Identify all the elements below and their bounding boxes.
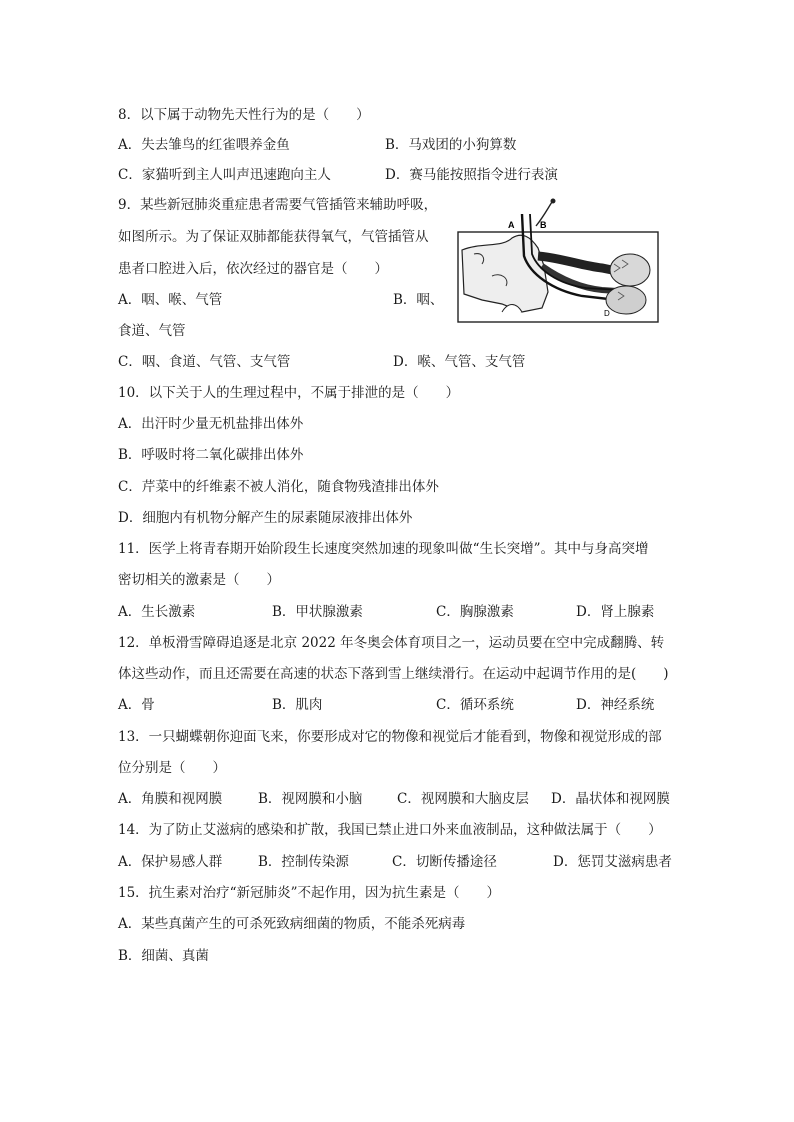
question-8-stem: 8．以下属于动物先天性行为的是（ ）	[118, 107, 370, 123]
question-12-option-a: A．骨	[118, 697, 155, 713]
question-9-option-d: D．喉、气管、支气管	[393, 354, 526, 370]
question-8-option-d: D．赛马能按照指令进行表演	[385, 167, 558, 183]
question-11-option-a: A．生长激素	[118, 604, 196, 620]
pilot-balloon	[551, 199, 556, 204]
figure-label-b: B	[540, 220, 547, 230]
question-14-option-d: D．惩罚艾滋病患者	[553, 854, 672, 870]
question-11-option-d: D．肾上腺素	[576, 604, 655, 620]
question-12-stem-line-2: 体这些动作，而且还需要在高速的状态下落到雪上继续滑行。在运动中起调节作用的是( )	[118, 666, 669, 682]
question-14-option-b: B．控制传染源	[258, 854, 349, 870]
lung-upper	[610, 254, 650, 286]
question-12-option-b: B．肌肉	[272, 697, 323, 713]
question-15-option-a: A．某些真菌产生的可杀死致病细菌的物质，不能杀死病毒	[118, 916, 466, 932]
question-9-option-c: C．咽、食道、气管、支气管	[118, 354, 291, 370]
question-13-option-b: B．视网膜和小脑	[258, 791, 363, 807]
question-9-stem-line-2: 如图所示。为了保证双肺都能获得氧气，气管插管从	[118, 229, 429, 245]
question-13-option-d: D．晶状体和视网膜	[551, 791, 670, 807]
question-8-option-b: B．马戏团的小狗算数	[385, 137, 517, 153]
question-13-stem-line-1: 13．一只蝴蝶朝你迎面飞来，你要形成对它的物像和视觉后才能看到，物像和视觉形成的部	[118, 729, 662, 745]
question-11-stem-line-1: 11．医学上将青春期开始阶段生长速度突然加速的现象叫做“生长突增”。其中与身高突增	[118, 541, 649, 557]
question-9-stem-line-3: 患者口腔进入后，依次经过的器官是（ ）	[118, 261, 388, 277]
question-9-option-b-continued: 食道、气管	[118, 323, 186, 339]
question-9-stem-line-1: 9．某些新冠肺炎重症患者需要气管插管来辅助呼吸，	[118, 197, 438, 213]
question-15-option-b: B．细菌、真菌	[118, 948, 209, 964]
question-15-stem: 15．抗生素对治疗“新冠肺炎”不起作用，因为抗生素是（ ）	[118, 885, 500, 901]
question-13-option-c: C．视网膜和大脑皮层	[397, 791, 529, 807]
question-13-option-a: A．角膜和视网膜	[118, 791, 223, 807]
question-14-stem: 14．为了防止艾滋病的感染和扩散，我国已禁止进口外来血液制品，这种做法属于（ ）	[118, 822, 662, 838]
question-10-stem: 10．以下关于人的生理过程中，不属于排泄的是（ ）	[118, 385, 460, 401]
intubation-figure	[452, 196, 662, 326]
question-10-option-c: C．芹菜中的纤维素不被人消化，随食物残渣排出体外	[118, 479, 439, 495]
question-12-option-c: C．循环系统	[436, 697, 514, 713]
question-8-option-a: A．失去雏鸟的红雀喂养金鱼	[118, 137, 290, 153]
question-10-option-a: A．出汗时少量无机盐排出体外	[118, 416, 304, 432]
question-11-option-c: C．胸腺激素	[436, 604, 514, 620]
question-10-option-d: D．细胞内有机物分解产生的尿素随尿液排出体外	[118, 510, 413, 526]
question-9-option-a: A．咽、喉、气管	[118, 292, 223, 308]
question-10-option-b: B．呼吸时将二氧化碳排出体外	[118, 447, 304, 463]
question-12-option-d: D．神经系统	[576, 697, 655, 713]
intubation-illustration	[452, 196, 662, 326]
question-12-stem-line-1: 12．单板滑雪障碍追逐是北京 2022 年冬奥会体育项目之一，运动员要在空中完成翻腾、转	[118, 635, 665, 651]
figure-label-a: A	[508, 220, 515, 230]
question-14-option-a: A．保护易感人群	[118, 854, 223, 870]
question-11-option-b: B．甲状腺激素	[272, 604, 363, 620]
lung-lower	[606, 286, 646, 314]
figure-label-d: D	[604, 309, 610, 318]
question-14-option-c: C．切断传播途径	[392, 854, 497, 870]
question-13-stem-line-2: 位分别是（ ）	[118, 760, 226, 776]
question-11-stem-line-2: 密切相关的激素是（ ）	[118, 572, 280, 588]
question-8-option-c: C．家猫听到主人叫声迅速跑向主人	[118, 167, 331, 183]
question-9-option-b: B．咽、	[393, 292, 444, 308]
